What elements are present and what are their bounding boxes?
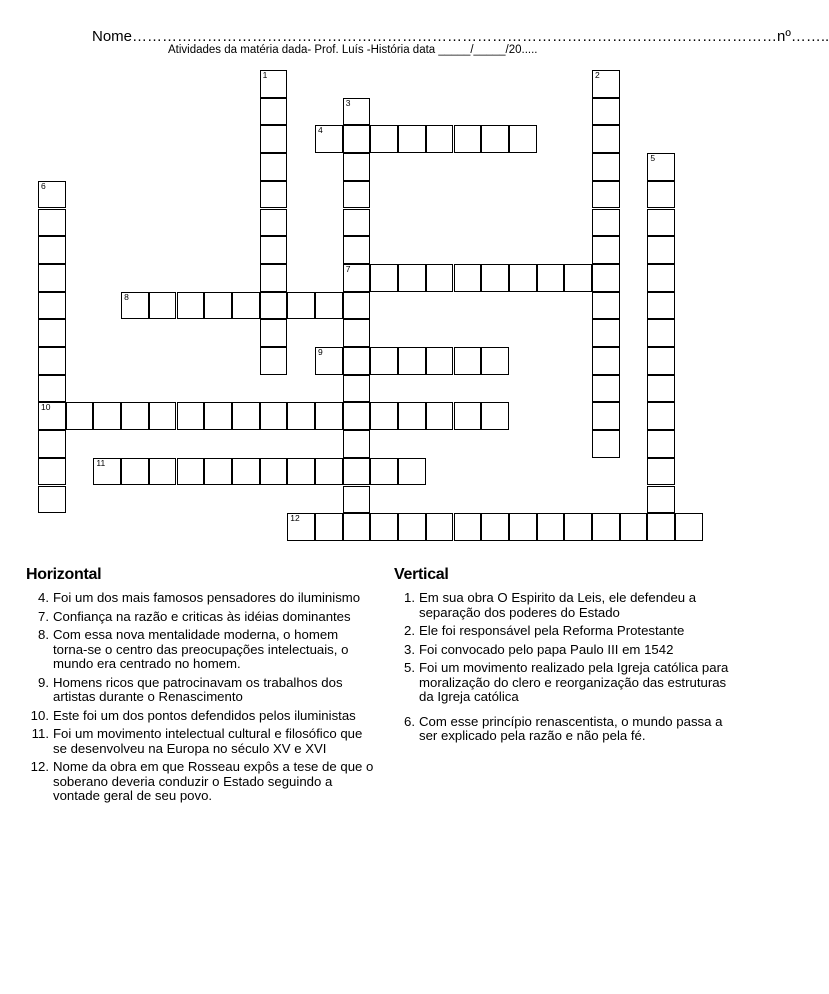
crossword-cell[interactable]	[592, 98, 620, 126]
crossword-cell[interactable]	[93, 402, 121, 430]
vertical-clue-6: 6. Com esse princípio renascentista, o mundo passa a ser explicado pela razão e não pela fé.	[404, 713, 723, 743]
crossword-cell[interactable]	[38, 375, 66, 403]
crossword-cell[interactable]	[647, 236, 675, 264]
clue-number: 11	[96, 457, 106, 468]
student-name-line[interactable]: Nome…………………………………………………………………………………………………………………nº……..	[92, 28, 829, 45]
crossword-cell[interactable]	[398, 458, 426, 486]
horizontal-clue-9: 9. Homens ricos que patrocinavam os trabalhos dos artistas durante o Renascimento	[38, 674, 343, 704]
crossword-cell[interactable]	[260, 319, 288, 347]
crossword-cell[interactable]	[38, 319, 66, 347]
crossword-cell[interactable]	[343, 292, 371, 320]
horizontal-clue-10: 10. Este foi um dos pontos defendidos pelos iluministas	[30, 707, 356, 723]
crossword-cell[interactable]	[149, 402, 177, 430]
crossword-cell[interactable]	[647, 347, 675, 375]
crossword-cell[interactable]	[647, 153, 675, 181]
crossword-cell[interactable]	[647, 430, 675, 458]
crossword-cell[interactable]	[509, 125, 537, 153]
crossword-cell[interactable]	[509, 264, 537, 292]
crossword-cell[interactable]	[481, 347, 509, 375]
vertical-clue-3: 3. Foi convocado pelo papa Paulo III em 1542	[404, 641, 674, 657]
crossword-cell[interactable]	[38, 402, 66, 430]
crossword-cell[interactable]	[398, 513, 426, 541]
crossword-cell[interactable]	[260, 402, 288, 430]
crossword-cell[interactable]	[38, 264, 66, 292]
crossword-cell[interactable]	[232, 458, 260, 486]
crossword-cell[interactable]	[370, 402, 398, 430]
crossword-cell[interactable]	[204, 458, 232, 486]
crossword-cell[interactable]	[287, 402, 315, 430]
crossword-cell[interactable]	[260, 181, 288, 209]
crossword-cell[interactable]	[287, 458, 315, 486]
crossword-cell[interactable]	[343, 430, 371, 458]
crossword-cell[interactable]	[426, 402, 454, 430]
crossword-cell[interactable]	[260, 153, 288, 181]
crossword-cell[interactable]	[38, 209, 66, 237]
crossword-cell[interactable]	[260, 125, 288, 153]
crossword-cell[interactable]	[260, 264, 288, 292]
crossword-cell[interactable]	[121, 402, 149, 430]
crossword-cell[interactable]	[343, 486, 371, 514]
clue-number: 12	[290, 513, 300, 524]
crossword-cell[interactable]	[343, 98, 371, 126]
crossword-cell[interactable]	[343, 153, 371, 181]
crossword-cell[interactable]	[592, 292, 620, 320]
crossword-cell[interactable]	[287, 292, 315, 320]
vertical-clue-1: 1. Em sua obra O Espirito da Leis, ele defendeu a separação dos poderes do Estado	[404, 590, 697, 620]
horizontal-title: Horizontal	[26, 566, 102, 583]
crossword-cell[interactable]	[260, 458, 288, 486]
crossword-cell[interactable]	[343, 458, 371, 486]
clue-number: 4	[318, 125, 323, 136]
crossword-cell[interactable]	[149, 292, 177, 320]
crossword-cell[interactable]	[647, 292, 675, 320]
crossword-cell[interactable]	[93, 458, 121, 486]
crossword-cell[interactable]	[343, 181, 371, 209]
crossword-cell[interactable]	[398, 347, 426, 375]
crossword-cell[interactable]	[38, 458, 66, 486]
crossword-cell[interactable]	[315, 347, 343, 375]
crossword-cell[interactable]	[647, 209, 675, 237]
horizontal-clues	[24, 591, 376, 808]
crossword-cell[interactable]	[343, 209, 371, 237]
crossword-cell[interactable]	[426, 264, 454, 292]
crossword-cell[interactable]	[592, 209, 620, 237]
crossword-cell[interactable]	[592, 513, 620, 541]
crossword-cell[interactable]	[232, 402, 260, 430]
clue-number: 8	[124, 291, 129, 302]
crossword-cell[interactable]	[454, 347, 482, 375]
crossword-cell[interactable]	[315, 402, 343, 430]
crossword-cell[interactable]	[592, 153, 620, 181]
crossword-cell[interactable]	[177, 402, 205, 430]
crossword-cell[interactable]	[38, 292, 66, 320]
clue-number: 1	[262, 70, 268, 80]
crossword-cell[interactable]	[647, 264, 675, 292]
crossword-cell[interactable]	[260, 292, 288, 320]
crossword-cell[interactable]	[620, 513, 648, 541]
crossword-cell[interactable]	[343, 375, 371, 403]
crossword-cell[interactable]	[149, 458, 177, 486]
crossword-cell[interactable]	[675, 513, 703, 541]
crossword-cell[interactable]	[343, 513, 371, 541]
crossword-cell[interactable]	[343, 319, 371, 347]
crossword-cell[interactable]	[177, 458, 205, 486]
crossword-cell[interactable]	[592, 236, 620, 264]
crossword-cell[interactable]	[232, 292, 260, 320]
crossword-cell[interactable]	[426, 513, 454, 541]
crossword-cell[interactable]	[343, 347, 371, 375]
crossword-cell[interactable]	[260, 209, 288, 237]
crossword-cell[interactable]	[426, 347, 454, 375]
crossword-cell[interactable]	[260, 347, 288, 375]
crossword-cell[interactable]	[592, 70, 620, 98]
crossword-cell[interactable]	[454, 402, 482, 430]
crossword-cell[interactable]	[454, 125, 482, 153]
vertical-clue-5: 5. Foi um movimento realizado pela Igreja católica para moralização do clero e reorganização das estruturas da Igreja católica	[404, 660, 729, 704]
activity-subtitle: Atividades da matéria dada- Prof. Luís -História data _____/_____/20.....	[168, 44, 538, 56]
crossword-cell[interactable]	[370, 458, 398, 486]
clue-number: 9	[318, 347, 323, 357]
crossword-cell[interactable]	[315, 125, 343, 153]
crossword-cell[interactable]	[509, 513, 537, 541]
crossword-cell[interactable]	[370, 125, 398, 153]
horizontal-clue-4: 4. Foi um dos mais famosos pensadores do iluminismo	[38, 590, 361, 605]
crossword-cell[interactable]	[260, 236, 288, 264]
crossword-cell[interactable]	[454, 264, 482, 292]
clue-number: 7	[345, 263, 351, 274]
crossword-cell[interactable]	[592, 264, 620, 292]
crossword-cell[interactable]	[121, 458, 149, 486]
vertical-clues	[390, 591, 742, 748]
crossword-cell[interactable]	[370, 264, 398, 292]
crossword-cell[interactable]	[454, 513, 482, 541]
clue-number: 3	[345, 97, 351, 108]
crossword-cell[interactable]	[592, 347, 620, 375]
crossword-cell[interactable]	[481, 264, 509, 292]
crossword-cell[interactable]	[315, 292, 343, 320]
crossword-cell[interactable]	[315, 458, 343, 486]
crossword-cell[interactable]	[343, 402, 371, 430]
horizontal-clue-8: 8. Com essa nova mentalidade moderna, o homem torna-se o centro das preocupações intelectuais, o mundo era centrado no homem.	[38, 627, 349, 671]
crossword-cell[interactable]	[592, 125, 620, 153]
vertical-clue-2: 2. Ele foi responsável pela Reforma Protestante	[404, 623, 685, 638]
crossword-cell[interactable]	[647, 181, 675, 209]
crossword-cell[interactable]	[398, 264, 426, 292]
crossword-cell[interactable]	[647, 319, 675, 347]
crossword-cell[interactable]	[315, 513, 343, 541]
crossword-cell[interactable]	[537, 264, 565, 292]
crossword-cell[interactable]	[38, 181, 66, 209]
crossword-cell[interactable]	[647, 402, 675, 430]
clue-number: 6	[41, 180, 46, 191]
clue-number: 5	[650, 153, 656, 164]
crossword-cell[interactable]	[564, 513, 592, 541]
horizontal-clue-12: 12. Nome da obra em que Rosseau expôs a tese de que o soberano deveria conduzir o Estado seguindo a vontade geral de seu povo.	[30, 759, 374, 803]
crossword-cell[interactable]	[481, 513, 509, 541]
crossword-cell[interactable]	[481, 125, 509, 153]
crossword-cell[interactable]	[592, 402, 620, 430]
crossword-cell[interactable]	[564, 264, 592, 292]
clue-number: 10	[41, 402, 51, 413]
crossword-cell[interactable]	[343, 264, 371, 292]
crossword-cell[interactable]	[287, 513, 315, 541]
horizontal-clue-7: 7. Confiança na razão e criticas às idéias dominantes	[38, 608, 351, 624]
crossword-cell[interactable]	[481, 402, 509, 430]
crossword-cell[interactable]	[647, 513, 675, 541]
crossword-cell[interactable]	[592, 375, 620, 403]
horizontal-clue-11: 11. Foi um movimento intelectual cultural e filosófico que se desenvolveu na Europa no século XV e XVI	[31, 726, 363, 756]
crossword-cell[interactable]	[592, 181, 620, 209]
crossword-cell[interactable]	[343, 236, 371, 264]
crossword-cell[interactable]	[647, 486, 675, 514]
crossword-cell[interactable]	[204, 402, 232, 430]
clue-number: 2	[595, 70, 600, 80]
crossword-cell[interactable]	[121, 292, 149, 320]
crossword-cell[interactable]	[592, 319, 620, 347]
crossword-cell[interactable]	[647, 458, 675, 486]
crossword-cell[interactable]	[370, 347, 398, 375]
vertical-title: Vertical	[394, 566, 449, 583]
crossword-cell[interactable]	[426, 125, 454, 153]
crossword-cell[interactable]	[260, 98, 288, 126]
crossword-cell[interactable]	[66, 402, 94, 430]
crossword-cell[interactable]	[38, 236, 66, 264]
crossword-cell[interactable]	[370, 513, 398, 541]
crossword-cell[interactable]	[38, 347, 66, 375]
crossword-cell[interactable]	[592, 430, 620, 458]
crossword-cell[interactable]	[398, 402, 426, 430]
crossword-cell[interactable]	[260, 70, 288, 98]
crossword-cell[interactable]	[38, 430, 66, 458]
crossword-cell[interactable]	[204, 292, 232, 320]
crossword-cell[interactable]	[343, 125, 371, 153]
crossword-cell[interactable]	[38, 486, 66, 514]
crossword-cell[interactable]	[537, 513, 565, 541]
crossword-cell[interactable]	[647, 375, 675, 403]
crossword-cell[interactable]	[177, 292, 205, 320]
crossword-cell[interactable]	[398, 125, 426, 153]
